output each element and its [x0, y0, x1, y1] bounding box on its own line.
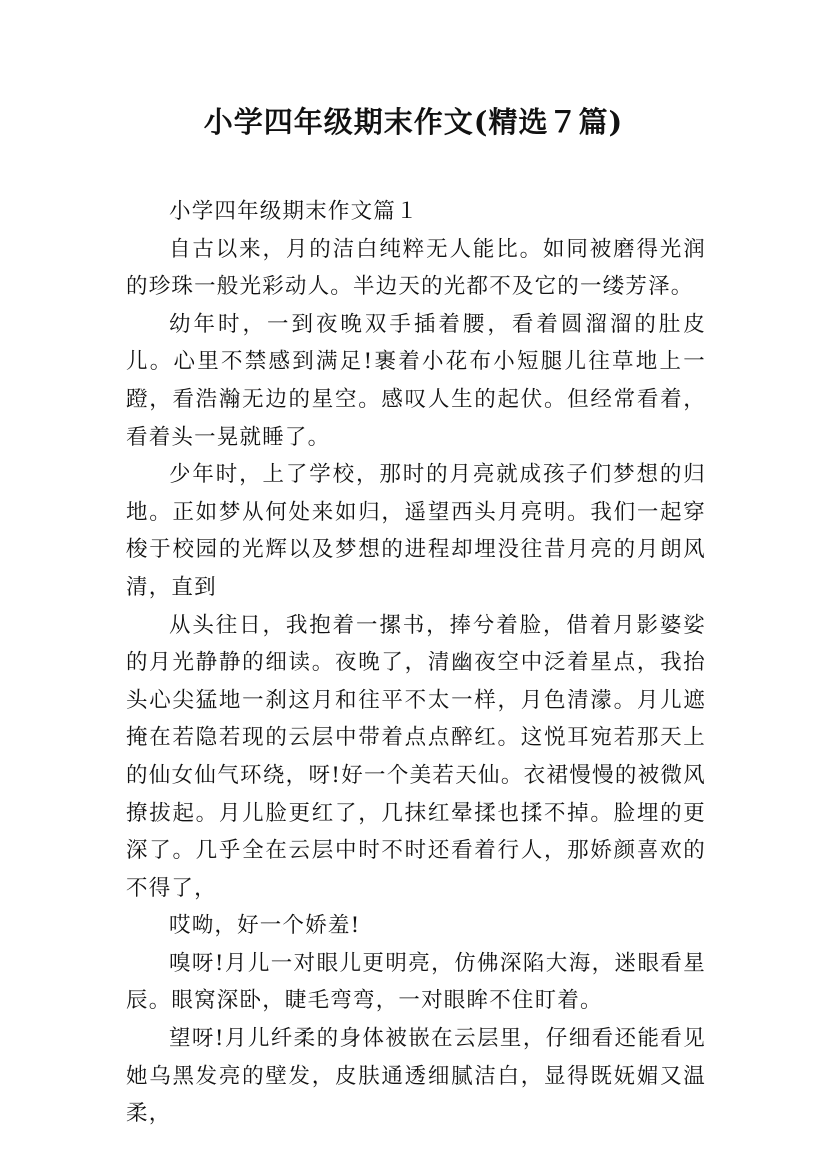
paragraph: 哎呦，好一个娇羞! — [169, 913, 361, 939]
document-body — [126, 193, 706, 1133]
paragraph: 望呀!月儿纤柔的身体被嵌在云层里，仔细看还能看见她乌黑发亮的壁发，皮肤通透细腻洁白，显得既妩媚又温柔， — [126, 1026, 706, 1127]
paragraph: 从头往日，我抱着一摞书，捧兮着脸，借着月影婆娑的月光静静的细读。夜晚了，清幽夜空中泛着星点，我抬头心尖猛地一刹这月和往平不太一样，月色清濛。月儿遮掩在若隐若现的云层中带着点点醉红。这悦耳宛若那天上的仙女仙气环绕，呀!好一个美若天仙。衣裙慢慢的被微风撩拔起。月儿脸更红了，几抹红晕揉也揉不掉。脸埋的更深了。几乎全在云层中时不时还看着行人，那娇颜喜欢的不得了， — [126, 612, 706, 901]
section-heading: 小学四年级期末作文篇１ — [169, 199, 419, 224]
document-title: 小学四年级期末作文(精选７篇) — [203, 105, 624, 139]
paragraph: 幼年时，一到夜晚双手插着腰，看着圆溜溜的肚皮儿。心里不禁感到满足!裹着小花布小短腿儿往草地上一蹬，看浩瀚无边的星空。感叹人生的起伏。但经常看着，看着头一晃就睡了。 — [126, 311, 706, 450]
paragraph: 少年时，上了学校，那时的月亮就成孩子们梦想的归地。正如梦从何处来如归，遥望西头月亮明。我们一起穿梭于校园的光辉以及梦想的进程却埋没往昔月亮的月朗风清，直到 — [126, 462, 706, 600]
paragraph: 自古以来，月的洁白纯粹无人能比。如同被磨得光润的珍珠一般光彩动人。半边天的光都不及它的一缕芳泽。 — [126, 236, 706, 300]
paragraph: 嗅呀!月儿一对眼儿更明亮，仿佛深陷大海，迷眼看星辰。眼窝深卧，睫毛弯弯，一对眼眸不住盯着。 — [126, 950, 706, 1014]
